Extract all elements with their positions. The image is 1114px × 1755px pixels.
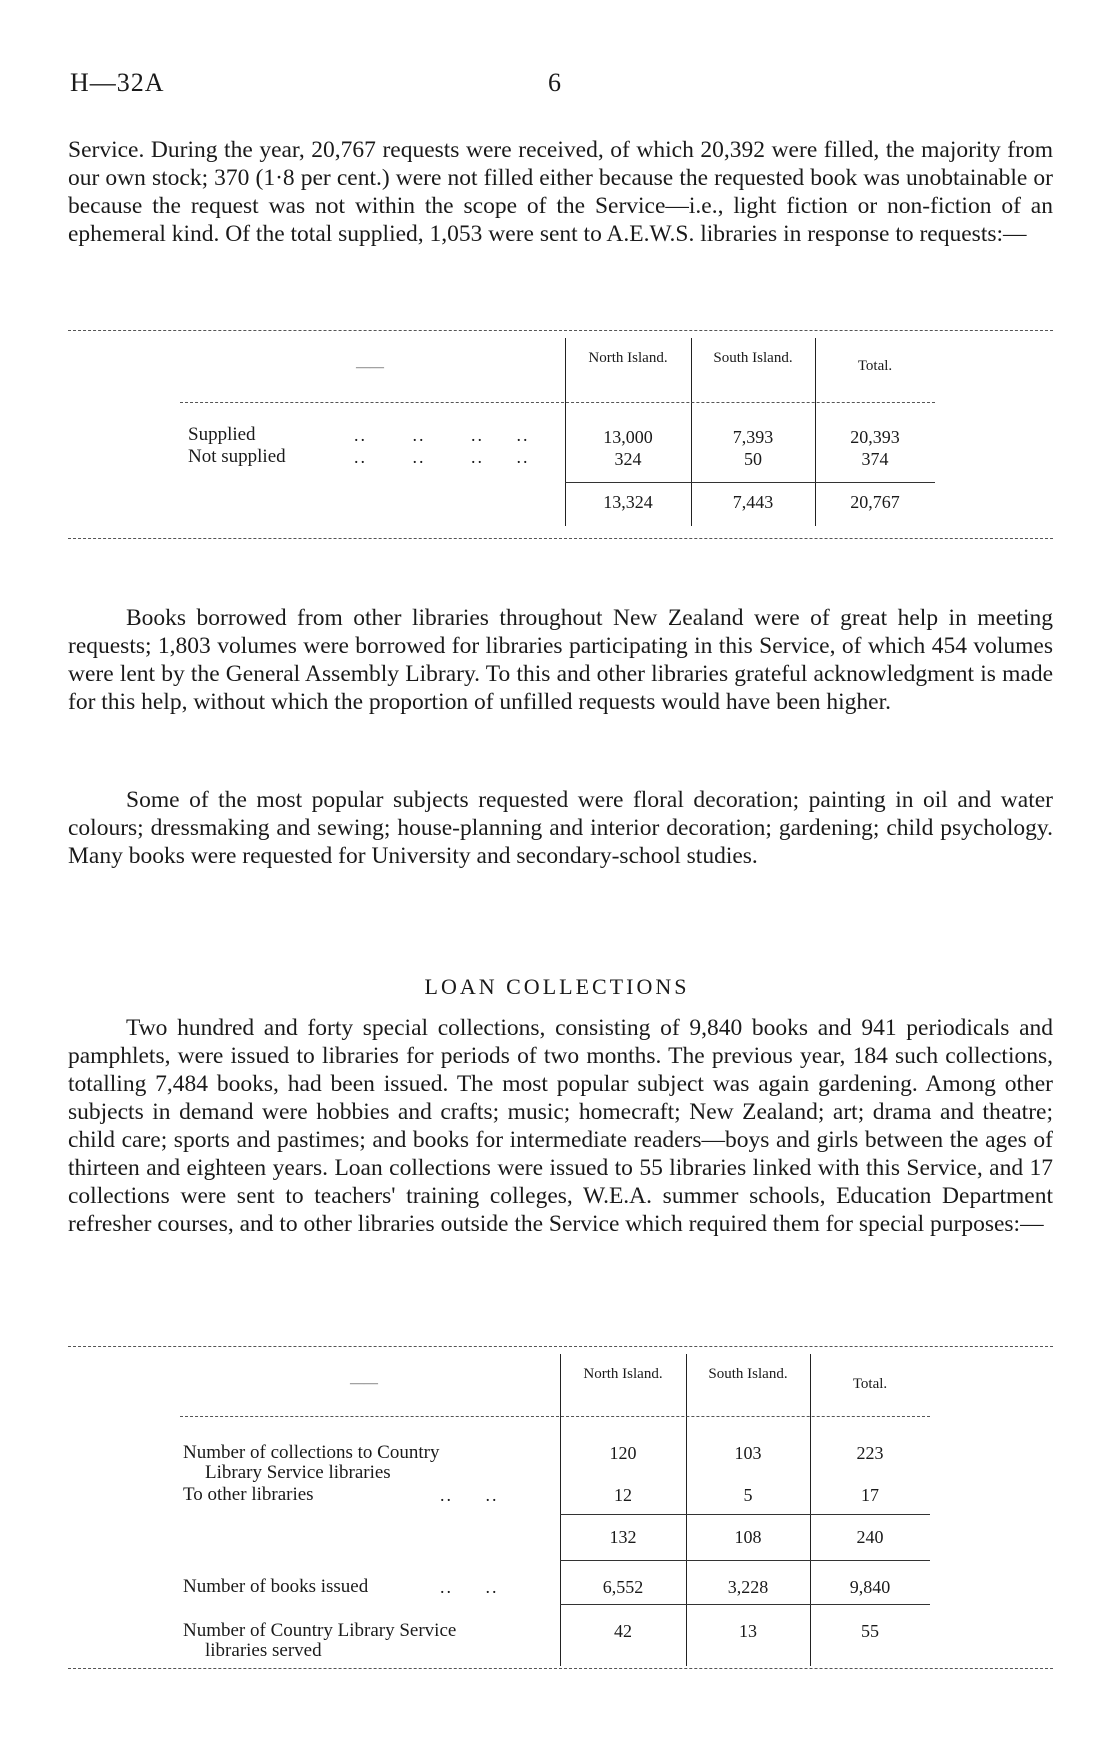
header-rule bbox=[180, 1416, 930, 1417]
row-label-not-supplied: Not supplied bbox=[188, 446, 286, 467]
row-label-collections-line1: Number of collections to Country bbox=[183, 1442, 440, 1463]
table-divider bbox=[810, 1354, 811, 1666]
row-label-served-line1: Number of Country Library Service bbox=[183, 1620, 457, 1641]
table-bottom-rule bbox=[68, 538, 1053, 539]
report-code: H—32A bbox=[70, 68, 165, 97]
cell-supplied-north: 13,000 bbox=[603, 427, 653, 447]
row-label-supplied: Supplied bbox=[188, 424, 256, 445]
cell-collections-south: 103 bbox=[734, 1443, 762, 1463]
cell-books-south: 3,228 bbox=[727, 1577, 769, 1597]
cell-books-north: 6,552 bbox=[602, 1577, 644, 1597]
table-corner: —— bbox=[350, 1376, 378, 1391]
paragraph-service-requests: Service. During the year, 20,767 requests were received, of which 20,392 were filled, the majority from our own stock; 370 (1·8 per cent.) were not filled either because the requested book was unobtainable or because the request was not within the scope of the Service—i.e., light fiction or non-fiction of an ephemeral kind. Of the total supplied, 1,053 were sent to A.E.W.S. libraries in response to requests:— bbox=[68, 137, 1053, 247]
cell-supplied-total: 20,393 bbox=[850, 427, 900, 447]
cell-collections-total: 223 bbox=[856, 1443, 884, 1463]
table-bottom-rule bbox=[68, 1668, 1053, 1669]
leader-dots: .. .. .. .. bbox=[354, 425, 530, 445]
row-label-served-line2: libraries served bbox=[205, 1640, 322, 1661]
row-label-other-libraries: To other libraries bbox=[183, 1484, 314, 1505]
cell-served-south: 13 bbox=[739, 1621, 757, 1641]
section-title-loan-collections: LOAN COLLECTIONS bbox=[424, 974, 690, 999]
cell-not-supplied-total: 374 bbox=[861, 449, 889, 469]
leader-dots: .. .. bbox=[440, 1485, 499, 1505]
table-divider bbox=[560, 1354, 561, 1666]
cell-other-south: 5 bbox=[743, 1485, 753, 1505]
cell-supplied-south: 7,393 bbox=[732, 427, 774, 447]
cell-collections-north: 120 bbox=[609, 1443, 637, 1463]
cell-subtotal-total: 240 bbox=[856, 1527, 884, 1547]
leader-dots: .. .. .. .. bbox=[354, 447, 530, 467]
totals-rule bbox=[560, 1514, 930, 1515]
table-divider bbox=[686, 1354, 687, 1666]
cell-total-south: 7,443 bbox=[732, 492, 774, 512]
cell-subtotal-south: 108 bbox=[734, 1527, 762, 1547]
col-header-total: Total. bbox=[852, 1376, 888, 1392]
header-rule bbox=[180, 402, 935, 403]
leader-dots: .. .. bbox=[440, 1577, 499, 1597]
col-header-south-island: South Island. bbox=[713, 350, 793, 366]
cell-books-total: 9,840 bbox=[849, 1577, 891, 1597]
col-header-south-island: South Island. bbox=[708, 1366, 788, 1382]
cell-not-supplied-north: 324 bbox=[614, 449, 642, 469]
table-top-rule bbox=[68, 1346, 1053, 1347]
cell-other-north: 12 bbox=[614, 1485, 632, 1505]
cell-served-north: 42 bbox=[614, 1621, 632, 1641]
row-rule bbox=[560, 1560, 930, 1561]
paragraph-popular-subjects: Some of the most popular subjects requested were floral decoration; painting in oil and water colours; dressmaking and sewing; house-planning and interior decoration; gardening; child psychology. Many books were requested for University and secondary-school studies. bbox=[68, 787, 1053, 869]
cell-total-total: 20,767 bbox=[850, 492, 900, 512]
col-header-north-island: North Island. bbox=[583, 1366, 663, 1382]
cell-not-supplied-south: 50 bbox=[744, 449, 762, 469]
cell-total-north: 13,324 bbox=[603, 492, 653, 512]
cell-other-total: 17 bbox=[861, 1485, 879, 1505]
table-top-rule bbox=[68, 330, 1053, 331]
totals-rule bbox=[565, 482, 935, 483]
table-corner: —— bbox=[356, 360, 384, 375]
col-header-total: Total. bbox=[857, 358, 893, 374]
row-rule bbox=[560, 1604, 930, 1605]
paragraph-borrowed-books: Books borrowed from other libraries throughout New Zealand were of great help in meeting requests; 1,803 volumes were borrowed for libraries participating in this Service, of which 454 volumes were lent by the General Assembly Library. To this and other libraries grateful acknowledgment is made for this help, without which the proportion of unfilled requests would have been higher. bbox=[68, 605, 1053, 715]
row-label-collections-line2: Library Service libraries bbox=[205, 1462, 391, 1483]
row-label-books-issued: Number of books issued bbox=[183, 1576, 369, 1597]
col-header-north-island: North Island. bbox=[588, 350, 668, 366]
cell-subtotal-north: 132 bbox=[609, 1527, 637, 1547]
page-number: 6 bbox=[548, 68, 561, 97]
cell-served-total: 55 bbox=[861, 1621, 879, 1641]
paragraph-loan-collections: Two hundred and forty special collections, consisting of 9,840 books and 941 periodicals and pamphlets, were issued to libraries for periods of two months. The previous year, 184 such collections, totalling 7,484 books, had been issued. The most popular subject was again gardening. Among other subjects in demand were hobbies and crafts; music; homecraft; New Zealand; art; drama and theatre; child care; sports and pastimes; and books for intermediate readers—boys and girls between the ages of thirteen and eighteen years. Loan collections were issued to 55 libraries linked with this Service, and 17 collections were sent to teachers' training colleges, W.E.A. summer schools, Education Department refresher courses, and to other libraries outside the Service which required them for special purposes:— bbox=[68, 1015, 1053, 1237]
